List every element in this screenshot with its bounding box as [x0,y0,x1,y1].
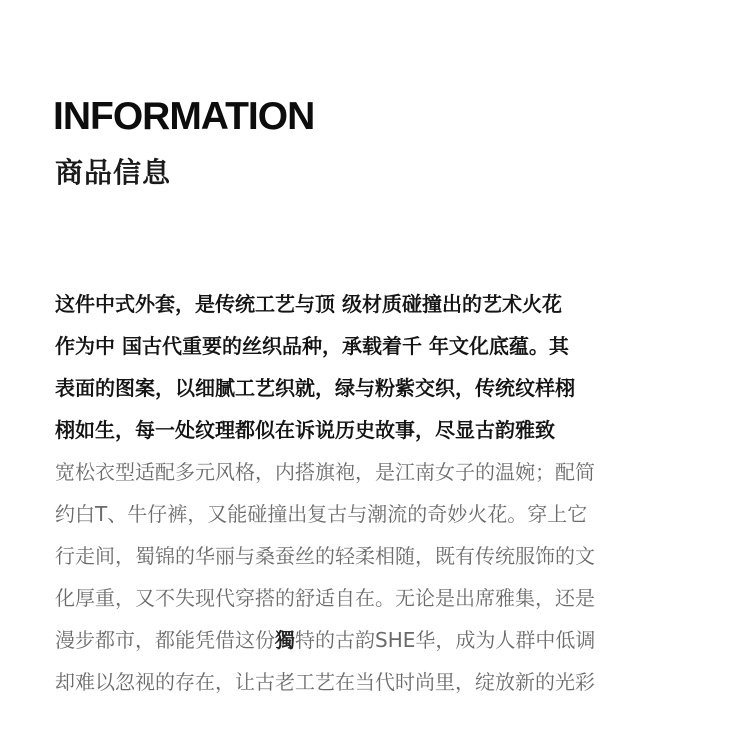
description-line: 这件中式外套，是传统工艺与顶 级材质碰撞出的艺术火花 [55,292,562,316]
description-line: 化厚重，又不失现代穿搭的舒适自在。无论是出席雅集，还是 [55,586,595,610]
description-line: 行走间，蜀锦的华丽与桑蚕丝的轻柔相随，既有传统服饰的文 [55,544,595,568]
emphasized-character: 獨 [275,628,295,652]
description-line: 作为中 国古代重要的丝织品种，承载着千 年文化底蕴。其 [55,334,569,358]
heading-chinese: 商品信息 [55,156,172,189]
product-description [55,283,695,703]
description-text: 特的古韵SHE华，成为人群中低调 [295,628,596,652]
description-line [55,619,695,661]
description-line: 约白T、牛仔裤，又能碰撞出复古与潮流的奇妙火花。穿上它 [55,502,588,526]
description-line: 宽松衣型适配多元风格，内搭旗袍，是江南女子的温婉；配简 [55,460,595,484]
description-line: 表面的图案，以细腻工艺织就，绿与粉紫交织，传统纹样栩 [55,376,575,400]
description-text: 漫步都市，都能凭借这份 [55,628,275,652]
description-line: 却难以忽视的存在，让古老工艺在当代时尚里，绽放新的光彩 [55,670,595,694]
description-line: 栩如生，每一处纹理都似在诉说历史故事，尽显古韵雅致 [55,418,555,442]
heading-english: INFORMATION [53,95,315,138]
